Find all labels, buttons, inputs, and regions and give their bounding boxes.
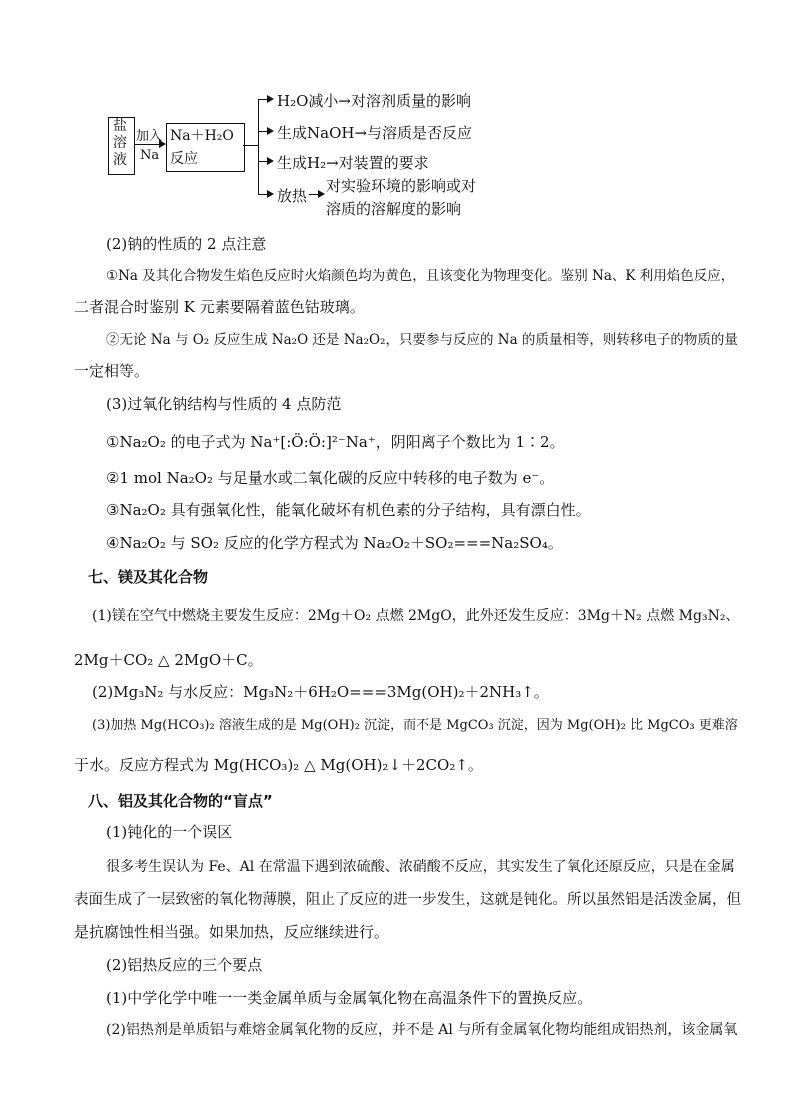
branch-3: 生成H₂→对装置的要求	[277, 154, 429, 172]
branch-2: 生成NaOH→与溶质是否反应	[277, 124, 473, 142]
reaction-label: 反应	[170, 151, 198, 167]
s3-para-3: ③Na₂O₂ 具有强氧化性，能氧化破坏有机色素的分子结构，具有漂白性。	[106, 501, 591, 519]
al-2-title: (2)铝热反应的三个要点	[106, 956, 263, 974]
branch-arrow-1	[258, 99, 272, 100]
reaction-formula: Na＋H₂O	[170, 128, 234, 144]
add-label: 加入	[136, 129, 163, 144]
branch-connector	[243, 145, 258, 146]
s3-para-2: ②1 mol Na₂O₂ 与足量水或二氧化碳的反应中转移的电子数为 e⁻。	[106, 469, 555, 487]
branch-4-prefix: 放热	[277, 187, 308, 205]
branch-arrow-3	[258, 161, 272, 162]
al-1-title: (1)钝化的一个误区	[106, 823, 233, 841]
add-arrow	[134, 144, 164, 145]
branch-spine	[258, 99, 259, 194]
mg-para-3b: 于水。反应方程式为 Mg(HCO₃)₂ △ Mg(OH)₂↓＋2CO₂↑。	[74, 756, 483, 774]
branch-4-line-1: 对实验环境的影响或对	[326, 177, 477, 195]
s2-para-1a: ①Na 及其化合物发生焰色反应时火焰颜色均为黄色，且该变化为物理变化。鉴别 Na、K 利用焰色反应，	[106, 268, 735, 284]
s3-para-1: ①Na₂O₂ 的电子式为 Na⁺[:Ö:Ö:]²⁻Na⁺，阴阳离子个数比为 1∶2。	[106, 433, 565, 451]
s3-para-4: ④Na₂O₂ 与 SO₂ 反应的化学方程式为 Na₂O₂＋SO₂===Na₂SO₄。	[106, 534, 563, 552]
branch-1: H₂O减小→对溶剂质量的影响	[277, 92, 471, 110]
mg-para-3a: (3)加热 Mg(HCO₃)₂ 溶液生成的是 Mg(OH)₂ 沉淀，而不是 MgCO₃ 沉淀，因为 Mg(OH)₂ 比 MgCO₃ 更难溶	[92, 718, 738, 733]
source-label-2: 溶	[113, 135, 127, 151]
heading-aluminum: 八、铝及其化合物的“盲点”	[88, 792, 273, 810]
s2-para-1b: 二者混合时鉴别 K 元素要隔着蓝色钴玻璃。	[74, 298, 365, 316]
al-2-para-2: (2)铝热剂是单质铝与难熔金属氧化物的反应，并不是 Al 与所有金属氧化物均能组成铝热剂，该金属氧	[106, 1022, 738, 1038]
branch-arrow-2	[258, 131, 272, 132]
branch-4-line-2: 溶质的溶解度的影响	[326, 200, 462, 218]
branch-4-arrow	[309, 194, 323, 195]
mg-para-2: (2)Mg₃N₂ 与水反应：Mg₃N₂＋6H₂O===3Mg(OH)₂＋2NH₃↑。	[92, 683, 549, 701]
mg-para-1b: 2Mg＋CO₂ △ 2MgO＋C。	[74, 651, 263, 669]
al-1-para-2: 表面生成了一层致密的氧化物薄膜，阻止了反应的进一步发生，这就是钝化。所以虽然铝是活泼金属，但	[74, 892, 741, 908]
s2-para-2b: 一定相等。	[74, 362, 150, 380]
al-1-para-1: 很多考生误认为 Fe、Al 在常温下遇到浓硫酸、浓硝酸不反应，其实发生了氧化还原反应，只是在金属	[106, 859, 735, 875]
add-reagent: Na	[140, 148, 160, 163]
source-label-1: 盐	[113, 118, 127, 134]
al-2-para-1: (1)中学化学中唯一一类金属单质与金属氧化物在高温条件下的置换反应。	[106, 989, 593, 1007]
s3-title: (3)过氧化钠结构与性质的 4 点防范	[106, 395, 342, 413]
s2-title: (2)钠的性质的 2 点注意	[106, 235, 267, 253]
al-1-para-3: 是抗腐蚀性相当强。如果加热，反应继续进行。	[74, 923, 390, 941]
mg-para-1a: (1)镁在空气中燃烧主要发生反应：2Mg＋O₂ 点燃 2MgO，此外还发生反应：3Mg＋N₂ 点燃 Mg₃N₂、	[92, 608, 740, 624]
heading-magnesium: 七、镁及其化合物	[88, 568, 209, 586]
s2-para-2a: ②无论 Na 与 O₂ 反应生成 Na₂O 还是 Na₂O₂，只要参与反应的 Na 的质量相等，则转移电子的物质的量	[106, 332, 738, 348]
source-label-3: 液	[113, 152, 127, 168]
branch-arrow-4	[258, 194, 272, 195]
